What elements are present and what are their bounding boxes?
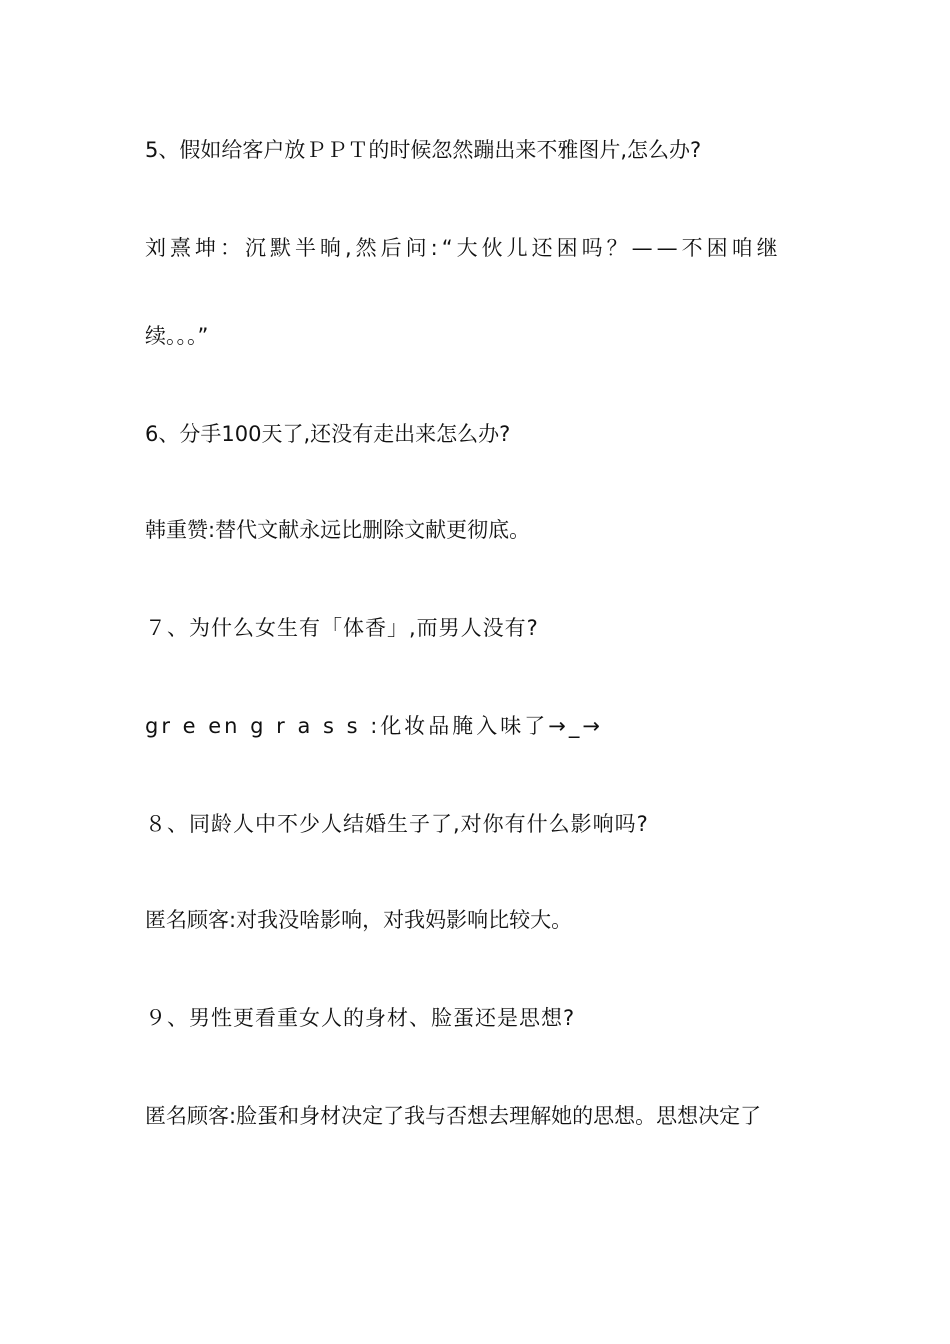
question-8: ８、同龄人中不少人结婚生子了,对你有什么影响吗? xyxy=(145,812,649,836)
answer-8: 匿名顾客:对我没啥影响，对我妈影响比较大。 xyxy=(145,908,573,932)
question-7: ７、为什么女生有「体香」,而男人没有? xyxy=(145,616,539,640)
answer-5-line-1: 刘熹坤：沉默半晌,然后问:“大伙儿还困吗？——不困咱继 xyxy=(145,236,782,260)
answer-5-line-2: 续。。。” xyxy=(145,324,209,348)
question-6: 6、分手100天了,还没有走出来怎么办? xyxy=(145,422,511,446)
answer-7: gr e en g r a s s :化妆品腌入味了→_→ xyxy=(145,714,603,738)
answer-9: 匿名顾客:脸蛋和身材决定了我与否想去理解她的思想。思想决定了 xyxy=(145,1104,762,1128)
question-5: 5、假如给客户放ＰＰＴ的时候忽然蹦出来不雅图片,怎么办? xyxy=(145,138,702,162)
answer-6: 韩重赞:替代文献永远比删除文献更彻底。 xyxy=(145,518,531,542)
question-9: ９、男性更看重女人的身材、脸蛋还是思想? xyxy=(145,1006,576,1030)
